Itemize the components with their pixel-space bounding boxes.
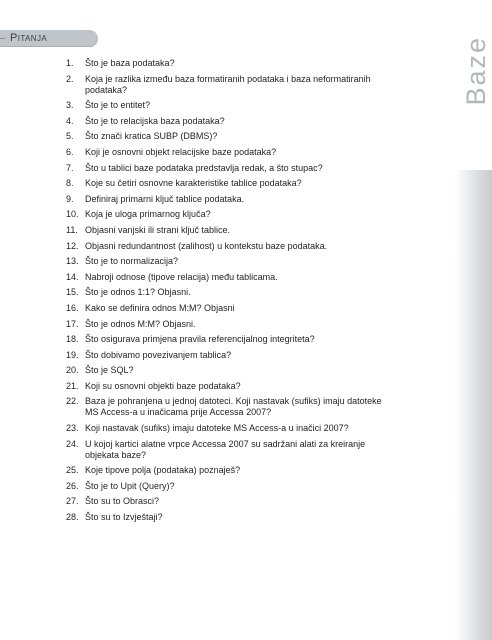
question-text: Što je odnos M:M? Objasni. — [85, 318, 196, 329]
question-text: Nabroji odnose (tipove relacija) među tablicama. — [85, 271, 278, 282]
question-text: Što je to normalizacija? — [85, 256, 179, 267]
side-gradient-bar — [455, 170, 492, 640]
question-item — [0, 319, 440, 330]
question-text: Što je to entitet? — [85, 100, 151, 111]
question-number: 27. — [66, 496, 79, 507]
question-number: 15. — [66, 287, 79, 298]
question-item — [0, 272, 440, 283]
question-number: 28. — [66, 512, 79, 523]
question-number: 14. — [66, 271, 79, 282]
question-item — [0, 178, 440, 189]
question-number: 11. — [66, 224, 78, 235]
question-text: Koje tipove polja (podataka) poznaješ? — [85, 465, 241, 476]
question-text: Što u tablici baze podataka predstavlja redak, a što stupac? — [85, 162, 323, 173]
question-text: Što je to Upit (Query)? — [85, 480, 175, 491]
question-number: 4. — [66, 115, 74, 126]
question-item — [0, 58, 440, 69]
question-number: 8. — [66, 178, 74, 189]
question-text: Što su to Obrasci? — [85, 496, 160, 507]
question-item — [0, 396, 440, 418]
question-number: 23. — [66, 423, 79, 434]
question-item — [0, 365, 440, 376]
question-item — [0, 256, 440, 267]
question-text: Baza je pohranjena u jednoj datoteci. Koji nastavak (sufiks) imaju datoteke MS Access-a u inačicama prije Accessa 2007? — [85, 396, 382, 418]
section-tab-label: Pitanja — [10, 32, 48, 44]
side-chapter-title: Baze — [461, 36, 491, 106]
question-number: 17. — [66, 318, 79, 329]
question-text: Što je odnos 1:1? Objasni. — [85, 287, 191, 298]
question-number: 25. — [66, 465, 79, 476]
question-text: Objasni redundantnost (zalihost) u kontekstu baze podataka. — [85, 240, 328, 251]
question-text: Koje su četiri osnovne karakteristike tablice podataka? — [85, 178, 302, 189]
question-item — [0, 209, 440, 220]
question-number: 7. — [66, 162, 74, 173]
question-text: Što dobivamo povezivanjem tablica? — [85, 349, 232, 360]
question-item — [0, 131, 440, 142]
question-number: 24. — [66, 438, 79, 449]
question-number: 19. — [66, 349, 79, 360]
question-number: 12. — [66, 240, 79, 251]
question-item — [0, 381, 440, 392]
question-text: U kojoj kartici alatne vrpce Accessa 2007 su sadržani alati za kreiranje objekata baze? — [85, 438, 366, 460]
question-item — [0, 194, 440, 205]
tab-divider-line — [0, 38, 5, 39]
question-number: 20. — [66, 365, 79, 376]
question-list — [0, 58, 440, 528]
question-item — [0, 163, 440, 174]
question-number: 2. — [66, 73, 74, 84]
question-text: Koja je uloga primarnog ključa? — [85, 209, 211, 220]
question-item — [0, 100, 440, 111]
question-item — [0, 287, 440, 298]
question-number: 9. — [66, 193, 74, 204]
question-item — [0, 116, 440, 127]
question-item — [0, 496, 440, 507]
question-item — [0, 241, 440, 252]
question-number: 18. — [66, 334, 79, 345]
question-text: Što je to relacijska baza podataka? — [85, 115, 225, 126]
question-item — [0, 423, 440, 434]
question-item — [0, 439, 440, 461]
question-text: Što je SQL? — [85, 365, 134, 376]
question-number: 10. — [66, 209, 79, 220]
question-text: Što osigurava primjena pravila referencijalnog integriteta? — [85, 334, 315, 345]
question-text: Koja je razlika između baza formatiranih podataka i baza neformatiranih podataka? — [85, 73, 371, 95]
question-item — [0, 147, 440, 158]
question-item — [0, 303, 440, 314]
question-number: 13. — [66, 256, 79, 267]
question-number: 21. — [66, 380, 79, 391]
question-number: 5. — [66, 131, 74, 142]
question-text: Koji nastavak (sufiks) imaju datoteke MS Access-a u inačici 2007? — [85, 423, 349, 434]
question-text: Koji su osnovni objekti baze podataka? — [85, 380, 241, 391]
question-text: Što su to Izvještaji? — [85, 512, 163, 523]
question-item — [0, 512, 440, 523]
question-text: Što je baza podataka? — [85, 58, 175, 68]
question-number: 22. — [66, 396, 79, 407]
question-item — [0, 74, 440, 96]
question-number: 16. — [66, 302, 79, 313]
question-text: Koji je osnovni objekt relacijske baze podataka? — [85, 146, 277, 157]
question-text: Kako se definira odnos M:M? Objasni — [85, 302, 235, 313]
question-number: 6. — [66, 146, 74, 157]
question-item — [0, 334, 440, 345]
question-text: Definiraj primarni ključ tablice podataka. — [85, 193, 245, 204]
question-item — [0, 350, 440, 361]
question-item — [0, 465, 440, 476]
question-text: Objasni vanjski ili strani ključ tablice. — [85, 224, 231, 235]
question-text: Što znači kratica SUBP (DBMS)? — [85, 131, 218, 142]
question-number: 1. — [66, 58, 74, 68]
question-item — [0, 481, 440, 492]
question-number: 26. — [66, 480, 79, 491]
question-item — [0, 225, 440, 236]
question-number: 3. — [66, 100, 74, 111]
